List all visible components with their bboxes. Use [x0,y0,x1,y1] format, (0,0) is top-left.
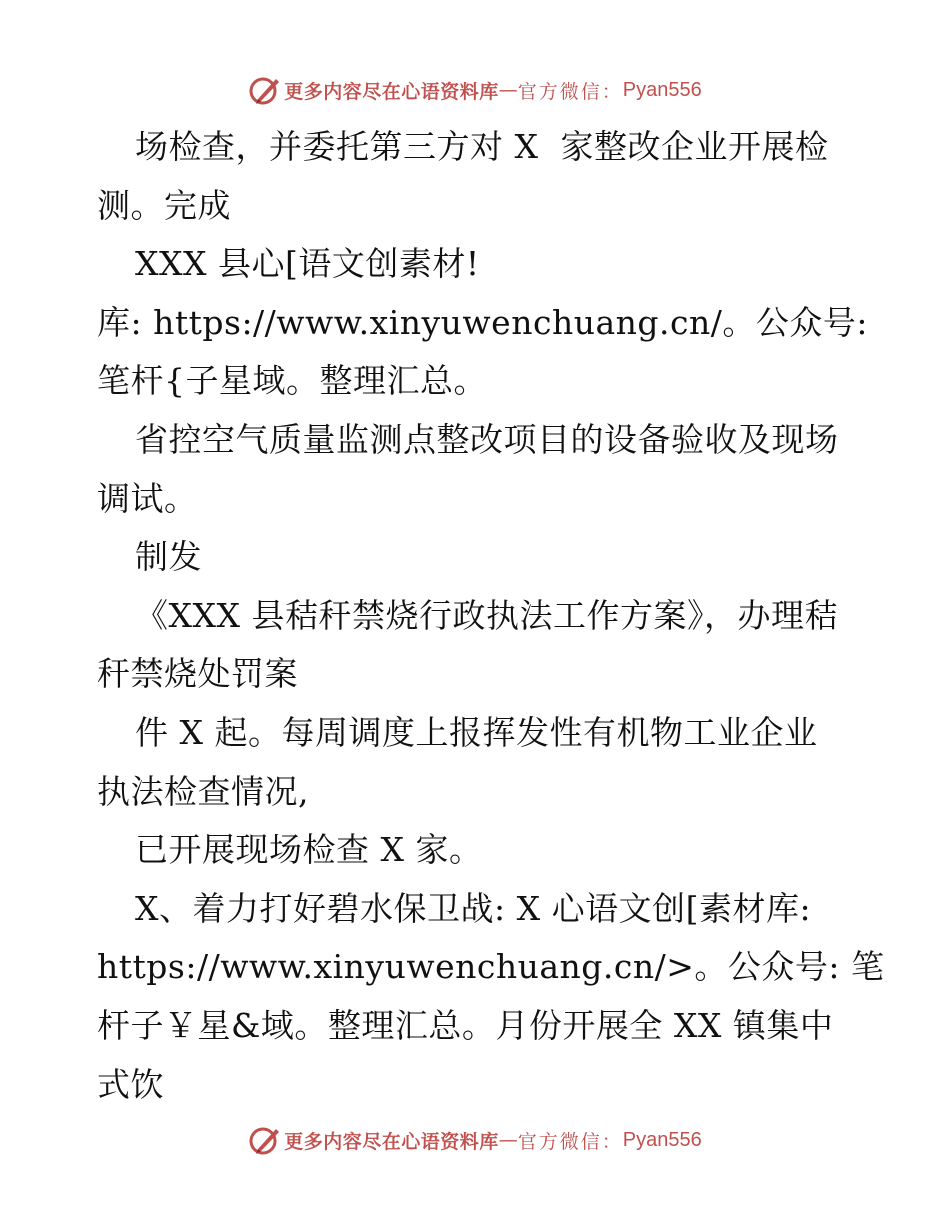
document-body [97,118,885,1114]
text-line: 执法检查情况, [97,771,309,811]
quill-pen-logo-icon [248,73,282,107]
quill-pen-logo-icon [248,1123,282,1157]
text-line: 制发 [135,537,202,577]
banner-promo-text: 更多内容尽在心语资料库 [284,80,499,103]
footer-banner [0,1120,950,1160]
text-line: 场检查，并委托第三方对 X 家整改企业开展检 [135,127,829,166]
banner-official-label: 官方微信： [517,80,623,103]
text-line: https://www.xinyuwenchuang.cn/>。公众号: 笔 [97,947,885,987]
text-line: 件 X 起。每周调度上报挥发性有机物工业企业 [135,712,818,752]
banner-dash: — [498,1129,518,1151]
banner-dash: — [498,79,518,101]
banner-wechat-id: Pyan556 [622,78,702,101]
text-line: 式饮 [97,1064,164,1104]
text-line: X、着力打好碧水保卫战: X 心语文创[素材库: [135,888,812,928]
header-banner [0,70,950,110]
text-line: 杆子￥星&域。整理汇总。月份开展全 XX 镇集中 [97,1005,834,1045]
text-line: 《XXX 县秸秆禁烧行政执法工作方案》，办理秸 [135,595,838,635]
text-line: 秆禁烧处罚案 [97,654,298,694]
text-line: 笔杆{子星域。整理汇总。 [97,361,487,401]
text-line: 已开展现场检查 X 家。 [135,830,483,870]
banner-promo-text: 更多内容尽在心语资料库 [284,1130,499,1153]
banner-wechat-id: Pyan556 [622,1128,702,1151]
text-line: 调试。 [97,478,198,518]
text-line: 测。完成 [97,185,231,225]
banner-official-label: 官方微信： [517,1130,623,1153]
text-line: 省控空气质量监测点整改项目的设备验收及现场 [135,419,839,459]
text-line: XXX 县心[语文创素材! [135,244,480,284]
text-line: 库: https://www.xinyuwenchuang.cn/。公众号: [97,302,868,342]
